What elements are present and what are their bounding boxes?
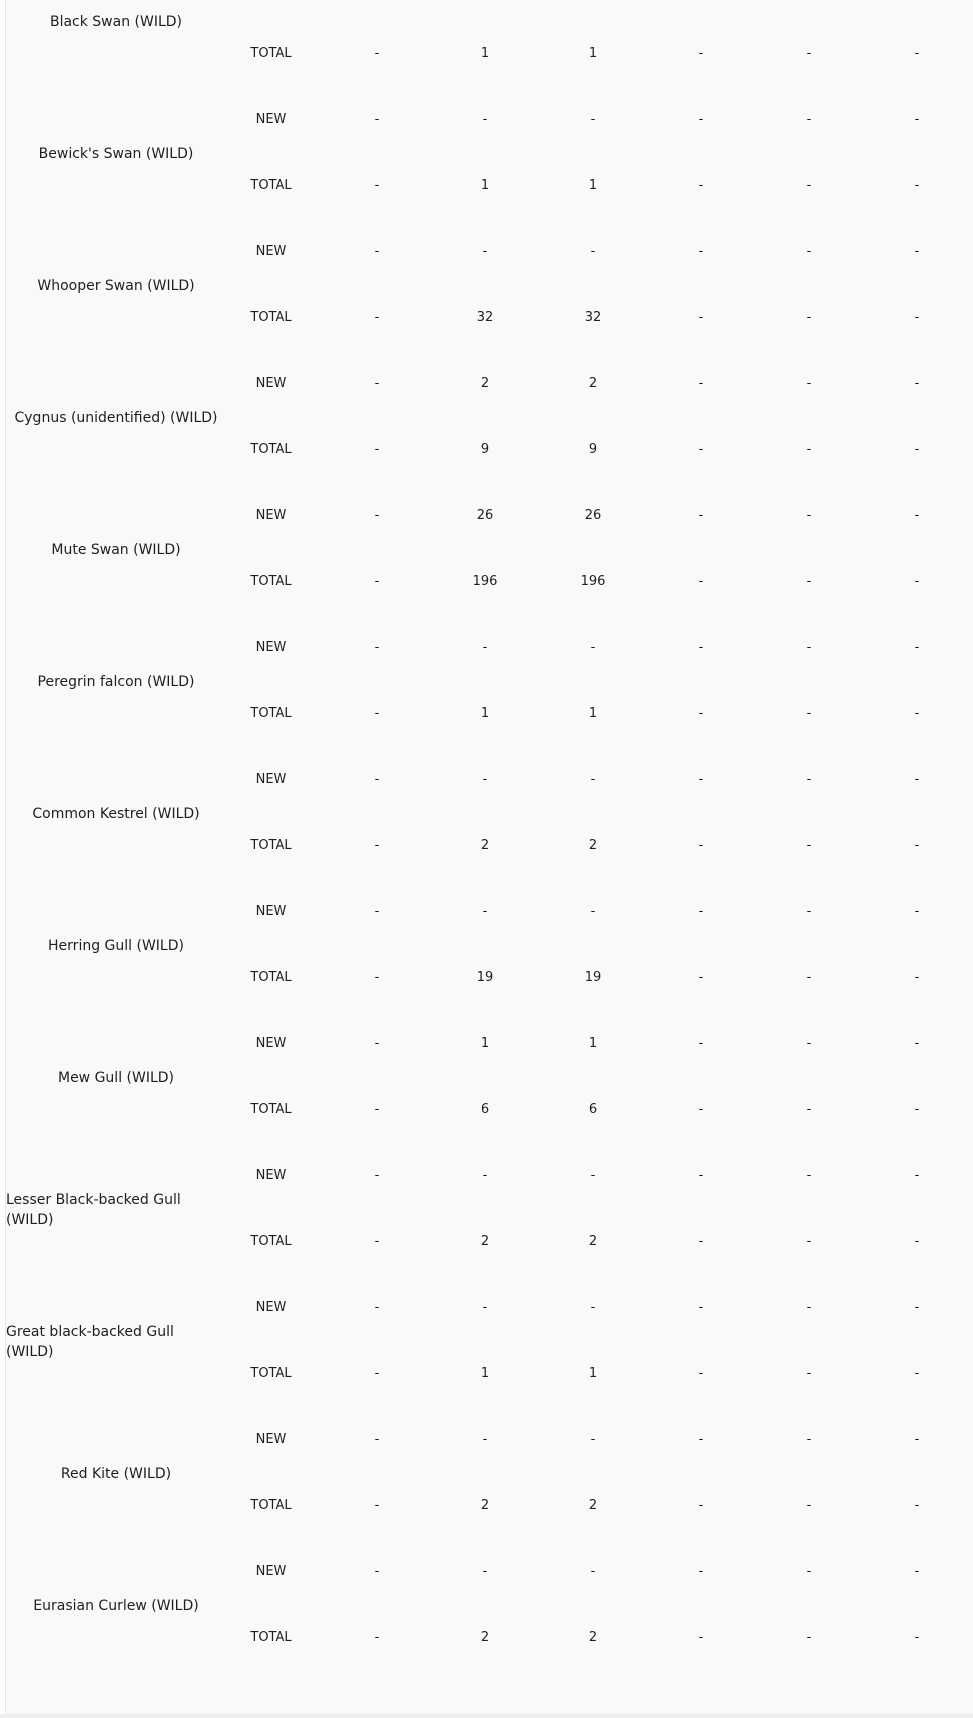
total-count-cell: - <box>374 442 380 457</box>
total-row-label: TOTAL <box>250 574 292 589</box>
total-count-cell: - <box>698 838 704 853</box>
new-row-label: NEW <box>255 244 287 259</box>
new-count-cell: - <box>914 508 920 523</box>
total-count-cell: 2 <box>588 1498 598 1513</box>
total-count-cell: - <box>806 46 812 61</box>
species-block <box>6 1540 973 1672</box>
new-count-cell: - <box>374 1036 380 1051</box>
total-count-cell: 32 <box>476 310 494 325</box>
total-count-cell: - <box>914 706 920 721</box>
species-block <box>6 748 973 880</box>
new-count-cell: 26 <box>476 508 494 523</box>
new-count-cell: - <box>914 376 920 391</box>
species-block <box>6 88 973 220</box>
new-count-cell: - <box>698 1168 704 1183</box>
total-count-cell: - <box>914 838 920 853</box>
new-count-cell: - <box>806 1432 812 1447</box>
species-block <box>6 0 973 88</box>
total-count-cell: 6 <box>480 1102 490 1117</box>
total-count-cell: - <box>806 574 812 589</box>
new-count-cell: - <box>914 112 920 127</box>
species-name: Lesser Black-backed Gull (WILD) <box>6 1192 181 1228</box>
total-count-cell: 2 <box>588 838 598 853</box>
new-count-cell: - <box>374 244 380 259</box>
total-count-cell: 32 <box>584 310 602 325</box>
total-count-cell: - <box>374 970 380 985</box>
new-count-cell: - <box>590 1432 596 1447</box>
new-row <box>6 1428 973 1452</box>
total-count-cell: - <box>698 310 704 325</box>
total-row <box>6 966 973 990</box>
new-count-cell: - <box>374 1168 380 1183</box>
new-count-cell: - <box>806 112 812 127</box>
new-count-cell: - <box>806 1300 812 1315</box>
new-row <box>6 1032 973 1056</box>
total-count-cell: - <box>806 1630 812 1645</box>
total-count-cell: - <box>374 1234 380 1249</box>
total-count-cell: - <box>806 178 812 193</box>
total-count-cell: 9 <box>480 442 490 457</box>
new-row-label: NEW <box>255 376 287 391</box>
species-name: Bewick's Swan (WILD) <box>38 146 194 162</box>
total-row <box>6 1626 973 1650</box>
new-row-label: NEW <box>255 1300 287 1315</box>
total-count-cell: - <box>374 46 380 61</box>
new-count-cell: - <box>698 112 704 127</box>
total-count-cell: - <box>806 442 812 457</box>
new-row <box>6 504 973 528</box>
total-row-label: TOTAL <box>250 442 292 457</box>
total-row-label: TOTAL <box>250 1366 292 1381</box>
total-count-cell: - <box>698 1234 704 1249</box>
total-row <box>6 1494 973 1518</box>
new-row-label: NEW <box>255 772 287 787</box>
total-count-cell: 2 <box>480 838 490 853</box>
total-count-cell: 1 <box>588 1366 598 1381</box>
total-count-cell: - <box>914 970 920 985</box>
new-count-cell: - <box>482 1432 488 1447</box>
total-count-cell: - <box>914 1102 920 1117</box>
new-count-cell: - <box>806 244 812 259</box>
new-count-cell: - <box>482 904 488 919</box>
total-count-cell: - <box>914 574 920 589</box>
species-name: Black Swan (WILD) <box>49 14 183 30</box>
new-count-cell: - <box>806 772 812 787</box>
total-count-cell: - <box>806 1234 812 1249</box>
new-row-label: NEW <box>255 1168 287 1183</box>
total-count-cell: 1 <box>588 46 598 61</box>
new-count-cell: - <box>374 1300 380 1315</box>
total-count-cell: 2 <box>480 1630 490 1645</box>
total-count-cell: - <box>914 46 920 61</box>
species-block <box>6 1012 973 1144</box>
total-count-cell: 1 <box>480 178 490 193</box>
new-count-cell: - <box>806 1564 812 1579</box>
new-count-cell: - <box>482 244 488 259</box>
total-count-cell: 19 <box>476 970 494 985</box>
total-count-cell: - <box>374 574 380 589</box>
total-count-cell: 6 <box>588 1102 598 1117</box>
table-bottom-divider <box>0 1714 973 1718</box>
new-count-cell: - <box>914 1432 920 1447</box>
total-count-cell: - <box>914 1498 920 1513</box>
total-count-cell: 2 <box>588 1234 598 1249</box>
new-count-cell: - <box>698 640 704 655</box>
total-count-cell: 2 <box>480 1234 490 1249</box>
new-count-cell: - <box>698 1036 704 1051</box>
new-row-label: NEW <box>255 1564 287 1579</box>
new-count-cell: - <box>698 376 704 391</box>
new-count-cell: - <box>590 772 596 787</box>
total-count-cell: 2 <box>480 1498 490 1513</box>
total-count-cell: - <box>806 1102 812 1117</box>
total-count-cell: - <box>698 1498 704 1513</box>
new-count-cell: - <box>482 1168 488 1183</box>
new-count-cell: - <box>482 1300 488 1315</box>
total-count-cell: 2 <box>588 1630 598 1645</box>
new-count-cell: - <box>590 112 596 127</box>
new-count-cell: - <box>914 640 920 655</box>
total-row-label: TOTAL <box>250 1102 292 1117</box>
new-count-cell: - <box>590 904 596 919</box>
new-count-cell: - <box>590 244 596 259</box>
total-row <box>6 702 973 726</box>
new-count-cell: - <box>914 1168 920 1183</box>
new-row-label: NEW <box>255 1036 287 1051</box>
new-count-cell: - <box>374 508 380 523</box>
new-count-cell: 1 <box>588 1036 598 1051</box>
species-name: Eurasian Curlew (WILD) <box>33 1598 199 1614</box>
total-count-cell: - <box>806 1366 812 1381</box>
total-count-cell: - <box>698 1102 704 1117</box>
total-row-label: TOTAL <box>250 1498 292 1513</box>
new-count-cell: - <box>806 376 812 391</box>
new-count-cell: 2 <box>588 376 598 391</box>
new-count-cell: - <box>482 112 488 127</box>
new-count-cell: - <box>374 1432 380 1447</box>
total-row-label: TOTAL <box>250 178 292 193</box>
total-row-label: TOTAL <box>250 1630 292 1645</box>
total-count-cell: 19 <box>584 970 602 985</box>
new-row <box>6 1560 973 1584</box>
new-count-cell: - <box>590 1564 596 1579</box>
new-row-label: NEW <box>255 904 287 919</box>
total-count-cell: 196 <box>580 574 606 589</box>
total-count-cell: - <box>914 1366 920 1381</box>
total-count-cell: 196 <box>472 574 498 589</box>
new-count-cell: - <box>374 1564 380 1579</box>
species-name: Mew Gull (WILD) <box>57 1070 175 1086</box>
total-count-cell: 1 <box>480 706 490 721</box>
total-row <box>6 1362 973 1386</box>
total-count-cell: - <box>374 310 380 325</box>
new-count-cell: - <box>806 1036 812 1051</box>
total-row <box>6 438 973 462</box>
total-row <box>6 306 973 330</box>
total-count-cell: - <box>698 970 704 985</box>
new-count-cell: - <box>698 1432 704 1447</box>
total-count-cell: - <box>806 310 812 325</box>
total-row <box>6 1230 973 1254</box>
species-name: Great black-backed Gull (WILD) <box>6 1324 174 1360</box>
new-count-cell: - <box>482 640 488 655</box>
total-row-label: TOTAL <box>250 1234 292 1249</box>
new-row-label: NEW <box>255 112 287 127</box>
new-row <box>6 240 973 264</box>
new-count-cell: - <box>698 772 704 787</box>
new-count-cell: - <box>914 1036 920 1051</box>
total-count-cell: - <box>374 1498 380 1513</box>
total-row-label: TOTAL <box>250 838 292 853</box>
total-count-cell: - <box>698 706 704 721</box>
new-count-cell: - <box>374 904 380 919</box>
total-count-cell: - <box>374 838 380 853</box>
total-row <box>6 1098 973 1122</box>
new-count-cell: 1 <box>480 1036 490 1051</box>
new-row-label: NEW <box>255 508 287 523</box>
total-count-cell: - <box>374 178 380 193</box>
new-row-label: NEW <box>255 640 287 655</box>
species-name: Common Kestrel (WILD) <box>32 806 200 822</box>
new-count-cell: - <box>698 1300 704 1315</box>
total-count-cell: 1 <box>480 46 490 61</box>
new-row <box>6 636 973 660</box>
total-count-cell: 1 <box>588 178 598 193</box>
total-count-cell: - <box>374 1366 380 1381</box>
new-count-cell: 2 <box>480 376 490 391</box>
total-row-label: TOTAL <box>250 46 292 61</box>
total-count-cell: - <box>698 1630 704 1645</box>
new-count-cell: - <box>482 772 488 787</box>
species-block <box>6 1276 973 1408</box>
total-count-cell: - <box>914 1234 920 1249</box>
total-count-cell: - <box>698 574 704 589</box>
new-row <box>6 900 973 924</box>
new-count-cell: - <box>806 640 812 655</box>
species-table <box>5 0 973 1714</box>
total-row <box>6 42 973 66</box>
new-count-cell: - <box>698 1564 704 1579</box>
total-row <box>6 834 973 858</box>
total-count-cell: - <box>374 706 380 721</box>
species-name: Whooper Swan (WILD) <box>37 278 195 294</box>
total-count-cell: 1 <box>480 1366 490 1381</box>
new-count-cell: - <box>914 1564 920 1579</box>
total-count-cell: - <box>698 178 704 193</box>
species-block <box>6 1144 973 1276</box>
new-count-cell: - <box>374 112 380 127</box>
new-count-cell: - <box>698 508 704 523</box>
total-count-cell: - <box>914 310 920 325</box>
total-row-label: TOTAL <box>250 970 292 985</box>
total-count-cell: 1 <box>588 706 598 721</box>
total-count-cell: - <box>698 46 704 61</box>
total-row-label: TOTAL <box>250 310 292 325</box>
species-name: Cygnus (unidentified) (WILD) <box>14 410 218 426</box>
total-row <box>6 570 973 594</box>
new-count-cell: - <box>374 376 380 391</box>
new-count-cell: - <box>590 1168 596 1183</box>
total-row <box>6 174 973 198</box>
new-count-cell: - <box>806 508 812 523</box>
species-block <box>6 880 973 1012</box>
new-count-cell: - <box>914 904 920 919</box>
total-count-cell: - <box>698 1366 704 1381</box>
species-block <box>6 352 973 484</box>
total-count-cell: - <box>374 1630 380 1645</box>
new-count-cell: - <box>806 1168 812 1183</box>
new-count-cell: - <box>914 772 920 787</box>
new-count-cell: - <box>590 1300 596 1315</box>
new-row <box>6 1164 973 1188</box>
species-name: Red Kite (WILD) <box>60 1466 172 1482</box>
total-count-cell: - <box>914 442 920 457</box>
new-row <box>6 1296 973 1320</box>
total-count-cell: - <box>914 178 920 193</box>
new-count-cell: - <box>374 772 380 787</box>
species-block <box>6 220 973 352</box>
new-row <box>6 372 973 396</box>
species-block <box>6 484 973 616</box>
new-row-label: NEW <box>255 1432 287 1447</box>
total-count-cell: - <box>806 838 812 853</box>
new-count-cell: - <box>482 1564 488 1579</box>
new-count-cell: - <box>590 640 596 655</box>
total-count-cell: - <box>806 1498 812 1513</box>
species-name: Herring Gull (WILD) <box>48 938 184 954</box>
new-count-cell: - <box>914 1300 920 1315</box>
total-count-cell: - <box>914 1630 920 1645</box>
species-name: Mute Swan (WILD) <box>51 542 181 558</box>
species-name: Peregrin falcon (WILD) <box>37 674 195 690</box>
new-row <box>6 108 973 132</box>
total-count-cell: - <box>374 1102 380 1117</box>
new-count-cell: - <box>698 904 704 919</box>
new-count-cell: - <box>914 244 920 259</box>
species-block <box>6 1408 973 1540</box>
new-count-cell: - <box>806 904 812 919</box>
new-count-cell: - <box>374 640 380 655</box>
total-count-cell: - <box>806 706 812 721</box>
total-count-cell: - <box>698 442 704 457</box>
total-count-cell: - <box>806 970 812 985</box>
total-count-cell: 9 <box>588 442 598 457</box>
species-block <box>6 616 973 748</box>
new-count-cell: - <box>698 244 704 259</box>
new-count-cell: 26 <box>584 508 602 523</box>
total-row-label: TOTAL <box>250 706 292 721</box>
new-row <box>6 768 973 792</box>
